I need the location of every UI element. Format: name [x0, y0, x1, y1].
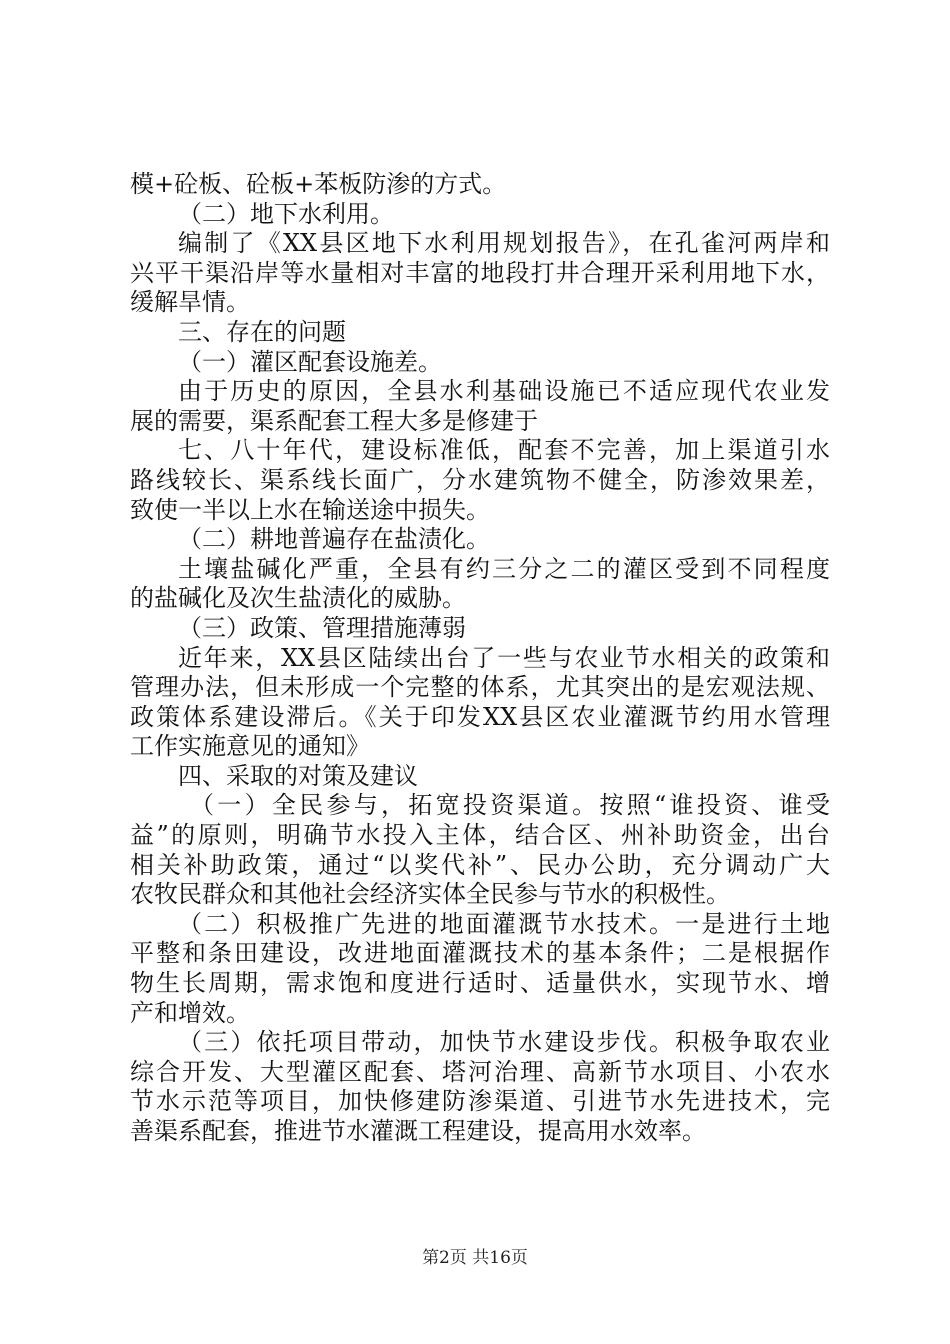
text-line: 相关补助政策，通过“以奖代补”、民办公助，充分调动广大 [130, 850, 830, 879]
section-heading: 四、采取的对策及建议 [178, 761, 418, 790]
section-heading: （二）耕地普遍存在盐渍化。 [178, 525, 490, 554]
text-line: 工作实施意见的通知》 [130, 732, 370, 761]
section-heading: （三）政策、管理措施薄弱 [178, 613, 466, 642]
section-heading: （二）地下水利用。 [178, 199, 394, 228]
text-line: 物生长周期，需求饱和度进行适时、适量供水，实现节水、增 [130, 969, 830, 998]
text-line: 综合开发、大型灌区配套、塔河治理、高新节水项目、小农水 [130, 1057, 830, 1086]
document-body [130, 170, 830, 1147]
text-line: 农牧民群众和其他社会经济实体全民参与节水的积极性。 [130, 880, 730, 909]
text-line: 由于历史的原因，全县水利基础设施已不适应现代农业发 [178, 377, 830, 406]
text-line: 缓解旱情。 [130, 288, 250, 317]
section-heading: 三、存在的问题 [178, 317, 346, 346]
text-line: 的盐碱化及次生盐渍化的威胁。 [130, 584, 466, 613]
section-heading: （一）灌区配套设施差。 [178, 347, 442, 376]
text-line: 兴平干渠沿岸等水量相对丰富的地段打井合理开采利用地下水， [130, 258, 830, 287]
text-line: 产和增效。 [130, 998, 250, 1027]
text-line: 管理办法，但未形成一个完整的体系，尤其突出的是宏观法规、 [130, 673, 830, 702]
text-line: （二）积极推广先进的地面灌溉节水技术。一是进行土地 [178, 909, 830, 938]
text-line: 展的需要，渠系配套工程大多是修建于 [130, 406, 538, 435]
text-line: 节水示范等项目，加快修建防渗渠道、引进节水先进技术，完 [130, 1087, 830, 1116]
text-line: 近年来，XX县区陆续出台了一些与农业节水相关的政策和 [178, 643, 830, 672]
text-line: 编制了《XX县区地下水利用规划报告》，在孔雀河两岸和 [178, 229, 830, 258]
text-line: 七、八十年代，建设标准低，配套不完善，加上渠道引水 [178, 436, 830, 465]
text-line: 路线较长、渠系线长面广，分水建筑物不健全，防渗效果差， [130, 465, 830, 494]
page-number: 第2页 共16页 [422, 1248, 528, 1268]
text-line: 益”的原则，明确节水投入主体，结合区、州补助资金，出台 [130, 821, 830, 850]
text-line: 模+砼板、砼板+苯板防渗的方式。 [130, 170, 507, 198]
text-line: 政策体系建设滞后。《关于印发XX县区农业灌溉节约用水管理 [130, 702, 830, 731]
text-line: 善渠系配套，推进节水灌溉工程建设，提高用水效率。 [130, 1117, 706, 1145]
text-line: 土壤盐碱化严重，全县有约三分之二的灌区受到不同程度 [178, 554, 830, 583]
text-line: （三）依托项目带动，加快节水建设步伐。积极争取农业 [178, 1028, 830, 1057]
text-line: 致使一半以上水在输送途中损失。 [130, 495, 490, 524]
text-line: 平整和条田建设，改进地面灌溉技术的基本条件；二是根据作 [130, 939, 830, 968]
text-line: （一）全民参与，拓宽投资渠道。按照“谁投资、谁受 [190, 791, 830, 820]
